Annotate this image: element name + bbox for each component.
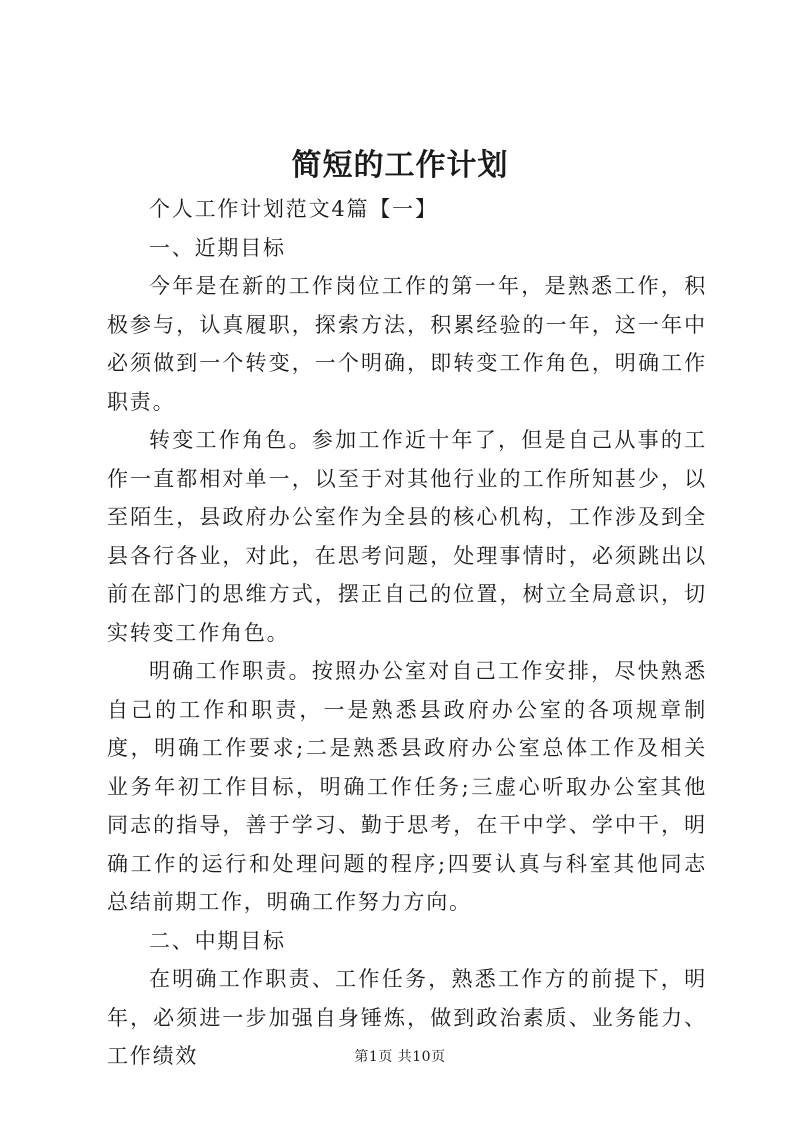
paragraph: 今年是在新的工作岗位工作的第一年，是熟悉工作，积极参与，认真履职，探索方法，积累经验的一年，这一年中必须做到一个转变，一个明确，即转变工作角色，明确工作职责。 [107,274,707,414]
section-heading: 个人工作计划范文4篇【一】 [149,197,438,221]
document-title: 简短的工作计划 [291,148,509,183]
paragraph: 在明确工作职责、工作任务，熟悉工作方的前提下，明年，必须进一步加强自身锤炼，做到政治素质、业务能力、工作绩效 [107,967,707,1068]
document-body [107,190,707,1076]
page-footer: 第1页 共10页 [354,1049,446,1065]
subsection-heading: 一、近期目标 [149,235,286,260]
paragraph: 明确工作职责。按照办公室对自己工作安排，尽快熟悉自己的工作和职责，一是熟悉县政府办公室的各项规章制度，明确工作要求;二是熟悉县政府办公室总体工作及相关业务年初工作目标，明确工作任务;三虚心听取办公室其他同志的指导，善于学习、勤于思考，在干中学、学中干，明确工作的运行和处理问题的程序;四要认真与科室其他同志总结前期工作，明确工作努力方向。 [107,659,707,914]
subsection-heading: 二、中期目标 [149,928,286,953]
paragraph: 转变工作角色。参加工作近十年了，但是自己从事的工作一直都相对单一，以至于对其他行业的工作所知甚少，以至陌生，县政府办公室作为全县的核心机构，工作涉及到全县各行各业，对此，在思考问题，处理事情时，必须跳出以前在部门的思维方式，摆正自己的位置，树立全局意识，切实转变工作角色。 [107,428,707,645]
